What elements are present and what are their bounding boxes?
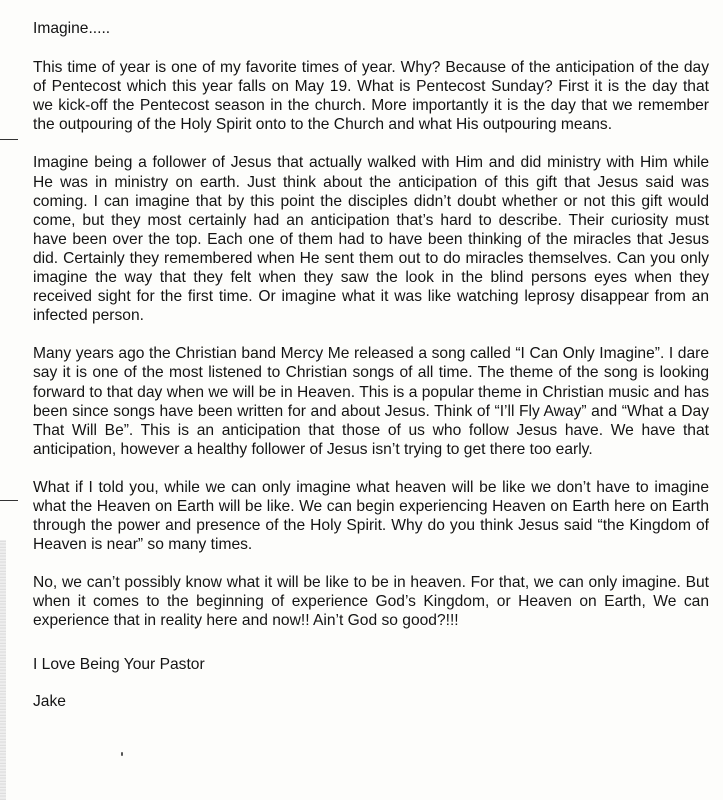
pastor-letter bbox=[33, 19, 709, 711]
scan-edge-artifact bbox=[0, 540, 6, 800]
letter-greeting: Imagine..... bbox=[33, 20, 111, 37]
scan-speck bbox=[121, 752, 123, 756]
letter-paragraph: Imagine being a follower of Jesus that actually walked with Him and did ministry with Him while He was in ministry on earth. Just think about the anticipation of this gift that Jesus said was coming. I can imagine that by this point the disciples didn’t doubt whether or not this gift would come, but they most certainly had an anticipation that’s hard to describe. Their curiosity must have been over the top. Each one of them had to have been thinking of the miracles that Jesus did. Certainly they remembered when He sent them out to do miracles themselves. Can you only imagine the way that they felt when they saw the look in the blind persons eyes when they received sight for the first time. Or imagine what it was like watching leprosy disappear from an infected person. bbox=[33, 154, 709, 325]
letter-paragraph: What if I told you, while we can only imagine what heaven will be like we don’t have to imagine what the Heaven on Earth will be like. We can begin experiencing Heaven on Earth here on Earth through the power and presence of the Holy Spirit. Why do you think Jesus said “the Kingdom of Heaven is near” so many times. bbox=[33, 478, 709, 554]
letter-signature: Jake bbox=[33, 692, 66, 710]
margin-mark bbox=[0, 139, 18, 140]
letter-paragraph: No, we can’t possibly know what it will be like to be in heaven. For that, we can only imagine. But when it comes to the beginning of experience God’s Kingdom, or Heaven on Earth, We can experience that in reality here and now!! Ain’t God so good?!!! bbox=[33, 574, 709, 630]
letter-paragraph: Many years ago the Christian band Mercy Me released a song called “I Can Only Imagine”. I dare say it is one of the most listened to Christian songs of all time. The theme of the song is looking forward to that day when we will be in Heaven. This is a popular theme in Christian music and has been since songs have been written for and about Jesus. Think of “I’ll Fly Away” and “What a Day That Will Be”. This is an anticipation that those of us who follow Jesus have. We have that anticipation, however a healthy follower of Jesus isn’t trying to get there too early. bbox=[33, 345, 709, 458]
letter-closing: I Love Being Your Pastor bbox=[33, 655, 205, 673]
letter-paragraph: This time of year is one of my favorite times of year. Why? Because of the anticipation of the day of Pentecost which this year falls on May 19. What is Pentecost Sunday? First it is the day that we kick-off the Pentecost season in the church. More importantly it is the day that we remember the outpouring of the Holy Spirit onto to the Church and what His outpouring means. bbox=[33, 59, 709, 134]
margin-mark bbox=[0, 500, 18, 501]
